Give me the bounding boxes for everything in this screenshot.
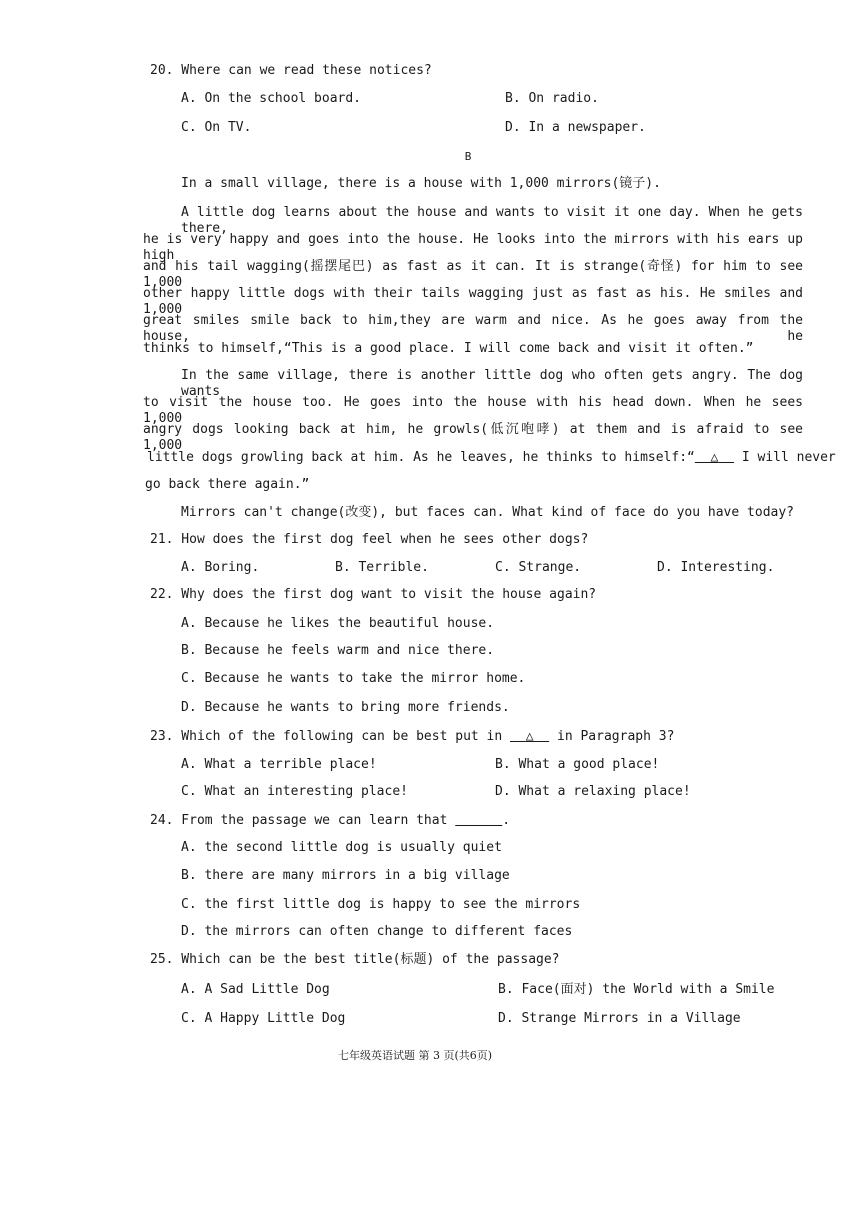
question-22-option-a: A. Because he likes the beautiful house. (181, 616, 495, 631)
question-20-option-a: A. On the school board. (181, 91, 362, 106)
passage-line: A little dog learns about the house and wants to visit it one day. When he gets there, (181, 205, 803, 236)
question-23-option-b: B. What a good place! (495, 757, 660, 772)
passage-text: I will never (734, 450, 836, 465)
question-24-option-b: B. there are many mirrors in a big village (181, 868, 510, 883)
answer-blank: △ (525, 729, 534, 744)
question-24-stem: 24. From the passage we can learn that . (150, 813, 511, 828)
question-23-option-a: A. What a terrible place! (181, 757, 377, 772)
question-21-stem: 21. How does the first dog feel when he sees other dogs? (150, 532, 589, 547)
question-23-stem: 23. Which of the following can be best put in △ in Paragraph 3? (150, 729, 675, 744)
passage-line: angry dogs looking back at him, he growls(低沉咆哮) at them and is afraid to see 1,000 (143, 422, 803, 453)
question-21-option-d: D. Interesting. (657, 560, 775, 575)
passage-line: In the same village, there is another little dog who often gets angry. The dog wants (181, 368, 803, 399)
question-25-option-c: C. A Happy Little Dog (181, 1011, 346, 1026)
passage-line: and his tail wagging(摇摆尾巴) as fast as it can. It is strange(奇怪) for him to see 1,000 (143, 259, 803, 290)
passage-line: great smiles smile back to him,they are warm and nice. As he goes away from the house, he (143, 313, 803, 344)
question-22-option-b: B. Because he feels warm and nice there. (181, 643, 495, 658)
question-24-option-d: D. the mirrors can often change to different faces (181, 924, 573, 939)
question-24-option-a: A. the second little dog is usually quiet (181, 840, 502, 855)
question-20-option-c: C. On TV. (181, 120, 252, 135)
passage-paragraph-1: In a small village, there is a house with 1,000 mirrors(镜子). (181, 176, 661, 191)
question-25-option-a: A. A Sad Little Dog (181, 982, 330, 997)
question-22-option-d: D. Because he wants to bring more friends. (181, 700, 510, 715)
passage-line: he is very happy and goes into the house. He looks into the mirrors with his ears up high (143, 232, 803, 263)
question-25-option-b: B. Face(面对) the World with a Smile (498, 982, 775, 997)
question-25-stem: 25. Which can be the best title(标题) of the passage? (150, 952, 560, 967)
answer-blank: △ (710, 450, 719, 465)
question-25-option-d: D. Strange Mirrors in a Village (498, 1011, 741, 1026)
question-23-option-d: D. What a relaxing place! (495, 784, 691, 799)
question-20-option-d: D. In a newspaper. (505, 120, 646, 135)
answer-blank (455, 813, 502, 828)
section-label: B (464, 150, 472, 163)
question-22-option-c: C. Because he wants to take the mirror home. (181, 671, 526, 686)
question-20-stem: 20. Where can we read these notices? (150, 63, 432, 78)
question-21-option-c: C. Strange. (495, 560, 582, 575)
question-20-option-b: B. On radio. (505, 91, 599, 106)
page-footer: 七年级英语试题 第 3 页(共6页) (337, 1049, 493, 1062)
passage-line-with-blank (147, 450, 836, 466)
passage-line: other happy little dogs with their tails wagging just as fast as his. He smiles and 1,000 (143, 286, 803, 317)
passage-line: go back there again.” (145, 477, 310, 492)
passage-text: little dogs growling back at him. As he leaves, he thinks to himself:“ (147, 450, 695, 465)
question-24-option-c: C. the first little dog is happy to see the mirrors (181, 897, 581, 912)
question-21-option-b: B. Terrible. (335, 560, 429, 575)
passage-paragraph-4: Mirrors can't change(改变), but faces can. What kind of face do you have today? (181, 505, 794, 520)
passage-line: to visit the house too. He goes into the house with his head down. When he sees 1,000 (143, 395, 803, 426)
question-22-stem: 22. Why does the first dog want to visit the house again? (150, 587, 597, 602)
passage-line: thinks to himself,“This is a good place. I will come back and visit it often.” (143, 341, 754, 356)
question-21-option-a: A. Boring. (181, 560, 260, 575)
question-23-option-c: C. What an interesting place! (181, 784, 408, 799)
